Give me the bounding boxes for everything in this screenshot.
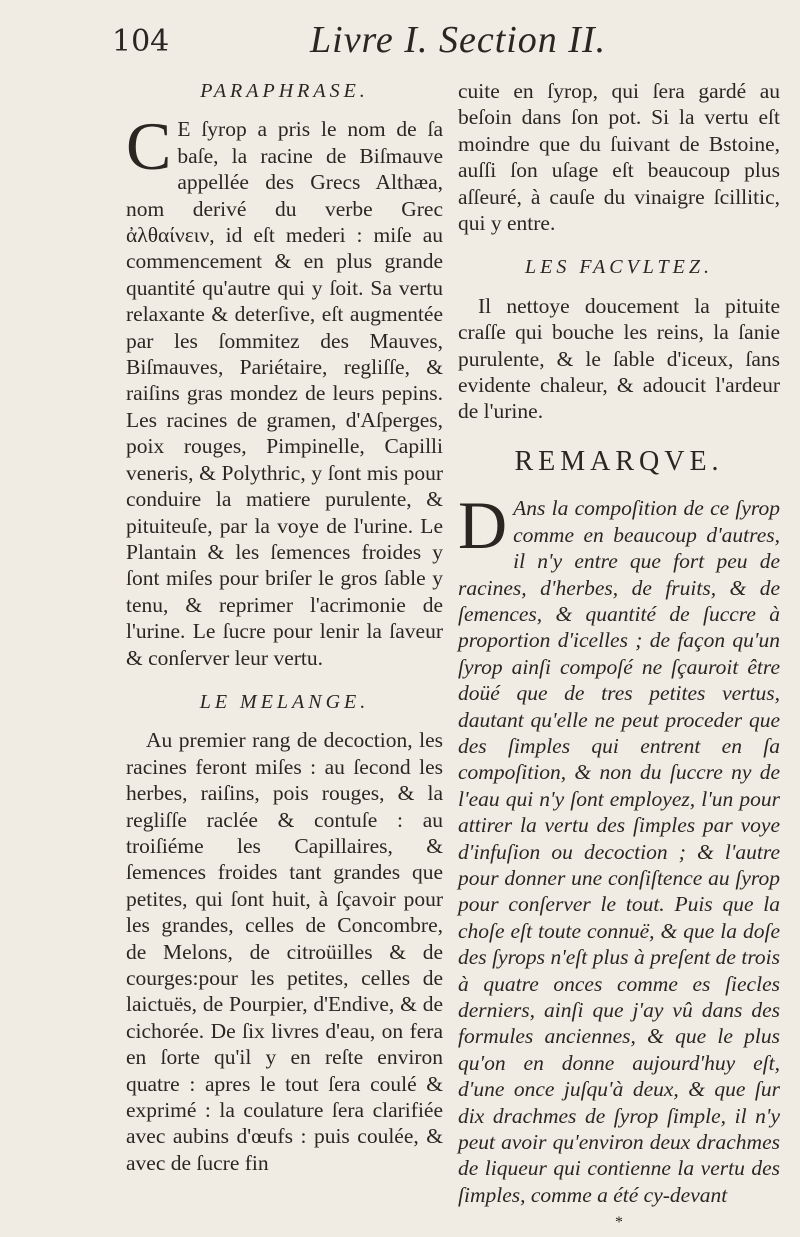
paraphrase-paragraph (126, 108, 443, 671)
heading-remarque: REMARQVE. (514, 445, 724, 477)
signature-mark: * (615, 1214, 623, 1232)
melange-paragraph: Au premier rang de decoction, les racines feront miſes : au ſecond les herbes, raiſins, pois rouges, & la regliſſe raclée & contuſe : au troiſiéme les Capillaires, & ſemences froides tant grandes que petites, qui ſont huit, à ſçavoir pour les grandes, celles de Concombre, de Melons, de citroüilles & de courges:pour les petites, celles de laictuës, de Pourpier, d'Endive, & de cichorée. De ſix livres d'eau, on fera en ſorte qu'il y en reſte environ quatre : apres le tout ſera coulé & exprimé : la coulature ſera clarifiée avec aubins d'œufs : puis coulée, & avec de ſucre fin (126, 728, 443, 1175)
right-column (458, 78, 780, 1237)
heading-melange: LE MELANGE. (199, 690, 370, 713)
heading-paraphrase: PARAPHRASE. (200, 80, 369, 102)
dropcap-c: C (126, 108, 172, 185)
continuation-paragraph: cuite en ſyrop, qui ſera gardé au beſoin dans ſon pot. Si la vertu eſt moindre que du ſuivant de Bstoine, auſſi ſon uſage eſt beaucoup plus aſſeuré, à cauſe du vinaigre ſcillitic, qui y entre. (458, 79, 780, 236)
remarque-paragraph (458, 487, 780, 1208)
heading-facultez: LES FACVLTEZ. (525, 256, 713, 279)
page-number: 104 (112, 24, 170, 59)
remarque-text: Ans la compoſition de ce ſyrop comme en beaucoup d'autres, il n'y entre que fort peu de racines, d'herbes, de fruits, & de ſemences, & quantité de ſuccre à proportion d'icelles ; de façon qu'un ſyrop ainſi compoſé ne ſçauroit être doüé que de tres petites vertus, dautant qu'elle ne peut proceder que des ſimples qui entrent en ſa compoſition, & non du ſuccre ny de l'eau qui n'y ſont employez, l'un pour attirer la vertu des ſimples par voye d'infuſion ou decoction ; & l'autre pour donner une conſiſtence au ſyrop pour conſerver le tout. Puis que la choſe eſt toute connuë, & que la doſe des ſyrops n'eſt plus à preſent de trois à quatre onces comme es ſiecles derniers, ainſi que j'ay vû dans des formules anciennes, & que le plus qu'on en donne aujourd'huy eſt, d'une once juſqu'à deux, & que ſur dix drachmes de ſyrop ſimple, il n'y peut avoir qu'environ deux drachmes de liqueur qui contienne la vertu des ſimples, comme a été cy-devant (458, 496, 780, 1207)
left-column (126, 78, 443, 1176)
page-header (110, 18, 780, 68)
running-title: Livre I. Section II. (310, 19, 607, 61)
facultez-paragraph: Il nettoye doucement la pituite craſſe qui bouche les reins, la ſanie purulente, & le ſable d'iceux, ſans evidente chaleur, & adoucit l'ardeur de l'urine. (458, 293, 780, 424)
paraphrase-text: E ſyrop a pris le nom de ſa baſe, la racine de Biſmauve appellée des Grecs Althæa, nom derivé du verbe Grec ἀλθαίνειν, id eſt mederi : miſe au commencement & en plus grande quantité qu'autre qui y ſoit. Sa vertu relaxante & deterſive, eſt augmentée par les ſommitez des Mauves, Biſmauves, Pariétaire, regliſſe, & raiſins gras mondez de leurs pepins. Les racines de gramen, d'Aſperges, poix rouges, Pimpinelle, Capilli veneris, & Polythric, y ſont mis pour conduire la matiere purulente, & pituiteuſe, par la voye de l'urine. Le Plantain & les ſemences froides y ſont miſes pour briſer le gros ſable y tenu, & reprimer l'acrimonie de l'urine. Le ſucre pour lenir la ſaveur & conſerver leur vertu. (126, 117, 443, 670)
dropcap-d: D (458, 487, 508, 564)
